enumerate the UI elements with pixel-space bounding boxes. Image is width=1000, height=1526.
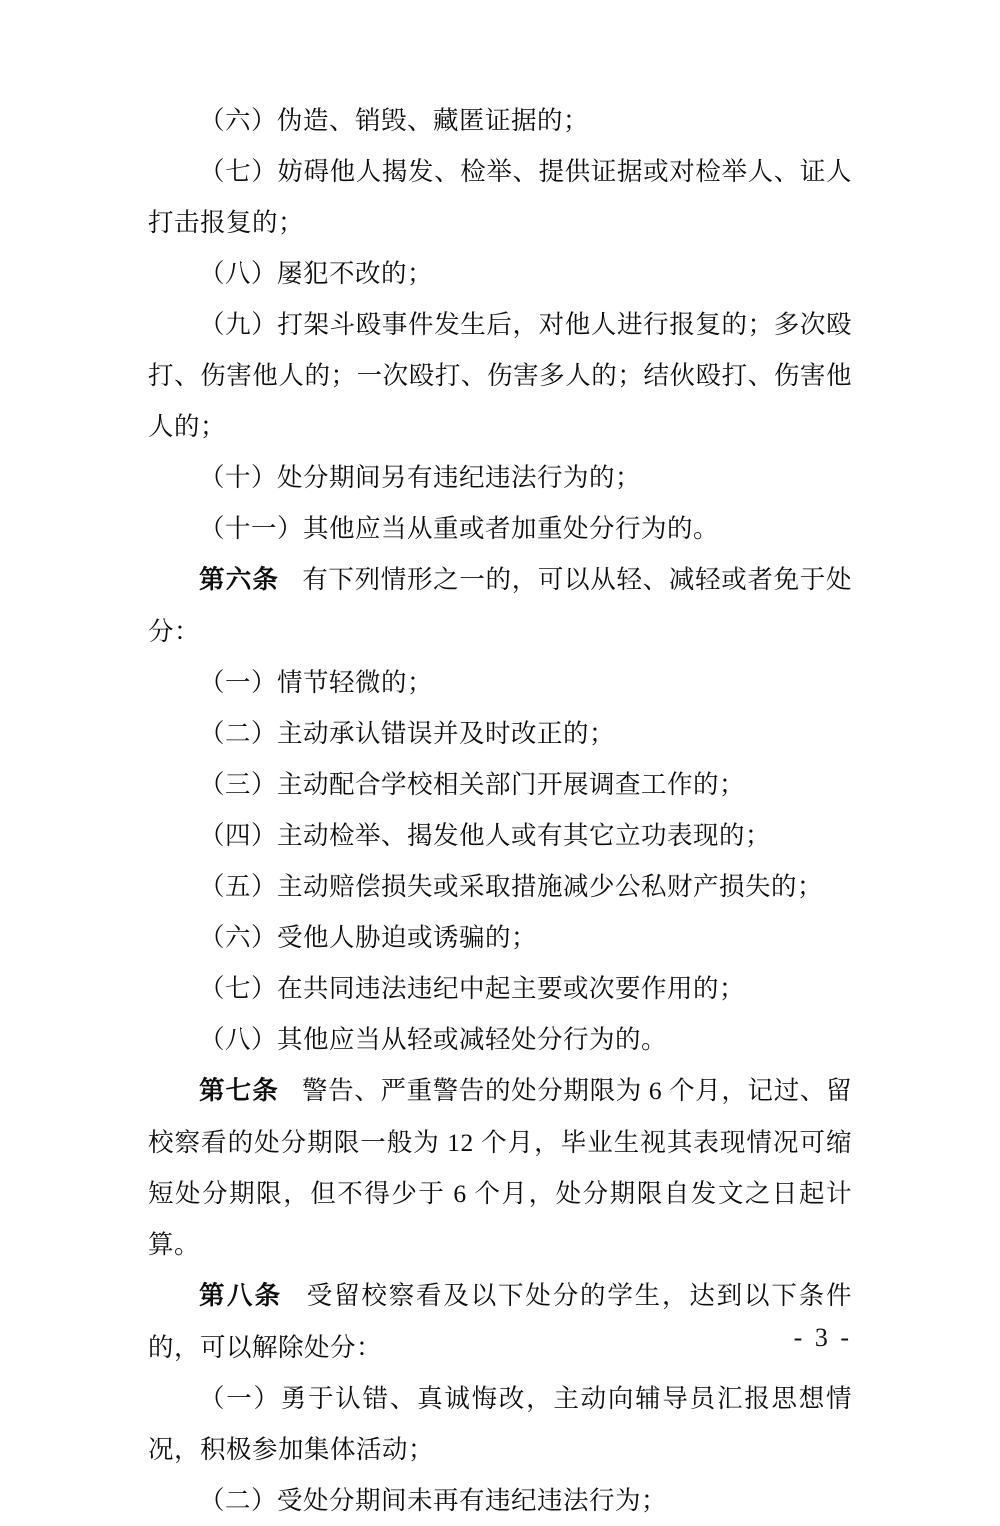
document-body bbox=[148, 95, 852, 1526]
article-paragraph bbox=[148, 1270, 852, 1373]
list-item: （二）主动承认错误并及时改正的； bbox=[199, 719, 616, 748]
list-item: （一）勇于认错、真诚悔改，主动向辅导员汇报思想情况，积极参加集体活动； bbox=[148, 1384, 852, 1464]
list-item: （五）主动赔偿损失或采取措施减少公私财产损失的； bbox=[199, 872, 824, 901]
article-label: 第八条 bbox=[199, 1281, 283, 1311]
list-item: （三）主动配合学校相关部门开展调查工作的； bbox=[199, 770, 746, 799]
list-item: （六）受他人胁迫或诱骗的； bbox=[199, 923, 538, 952]
list-item: （六）伪造、销毁、藏匿证据的； bbox=[199, 106, 590, 135]
list-item: （八）其他应当从轻或减轻处分行为的。 bbox=[199, 1025, 668, 1054]
list-item: （七）妨碍他人揭发、检举、提供证据或对检举人、证人打击报复的； bbox=[148, 157, 852, 237]
list-item: （十一）其他应当从重或者加重处分行为的。 bbox=[199, 514, 720, 543]
article-paragraph bbox=[148, 1065, 852, 1270]
article-text: 受留校察看及以下处分的学生，达到以下条件的，可以解除处分： bbox=[148, 1281, 852, 1362]
page-number: - 3 - bbox=[793, 1323, 852, 1352]
list-item: （七）在共同违法违纪中起主要或次要作用的； bbox=[199, 974, 746, 1003]
list-item: （十）处分期间另有违纪违法行为的； bbox=[199, 463, 642, 492]
list-item: （九）打架斗殴事件发生后，对他人进行报复的；多次殴打、伤害他人的；一次殴打、伤害多人的；结伙殴打、伤害他人的； bbox=[148, 310, 852, 441]
article-text: 有下列情形之一的，可以从轻、减轻或者免于处分： bbox=[148, 565, 852, 646]
list-item: （一）情节轻微的； bbox=[199, 668, 434, 697]
article-label: 第七条 bbox=[199, 1076, 279, 1106]
article-label: 第六条 bbox=[199, 565, 280, 595]
article-text: 警告、严重警告的处分期限为 6 个月，记过、留校察看的处分期限一般为 12 个月，毕业生视其表现情况可缩短处分期限，但不得少于 6 个月，处分期限自发文之日起计算。 bbox=[148, 1076, 852, 1259]
list-item: （八）屡犯不改的； bbox=[199, 259, 434, 288]
list-item: （四）主动检举、揭发他人或有其它立功表现的； bbox=[199, 821, 772, 850]
article-paragraph bbox=[148, 554, 852, 657]
list-item: （二）受处分期间未再有违纪违法行为； bbox=[199, 1486, 668, 1515]
